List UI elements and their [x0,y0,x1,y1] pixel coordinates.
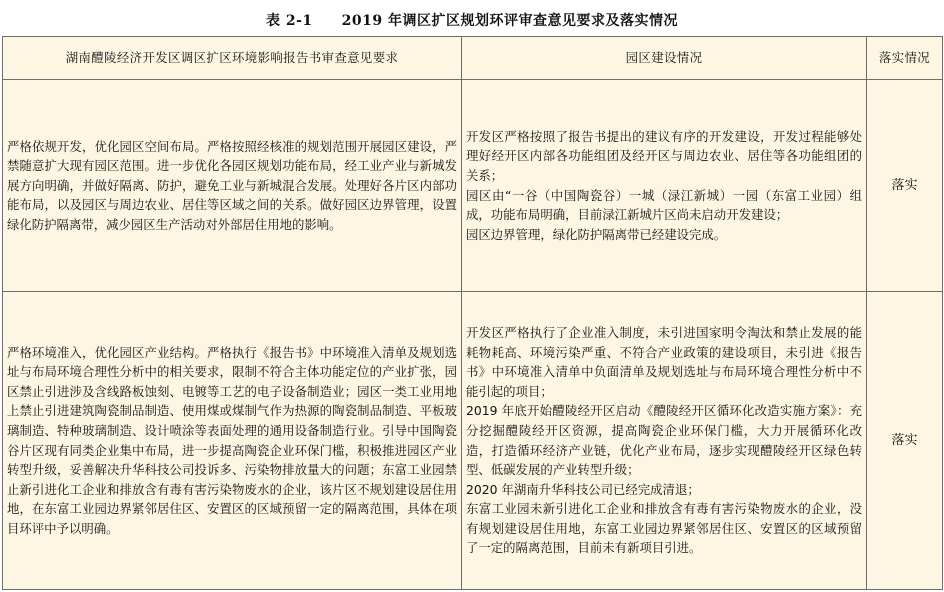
requirement-cell: 严格依规开发，优化园区空间布局。严格按照经核准的规划范围开展园区建设，严禁随意扩大现有园区范围。进一步优化各园区规划功能布局，经工业产业与新城发展方向明确，并做好隔离、防护，避免工业与新城混合发展。处理好各片区内部功能布局，以及园区与周边农业、居住等区域之间的关系。做好园区边界管理，设置绿化防护隔离带，减少园区生产活动对外部居住用地的影响。 [3,80,462,292]
table-header-row [3,37,943,80]
header-requirement: 湖南醴陵经济开发区调区扩区环境影响报告书审查意见要求 [3,37,462,80]
table-caption: 表 2-1 2019 年调区扩区规划环评审查意见要求及落实情况 [265,13,678,29]
table-row [3,80,943,292]
situation-line: 2020 年湖南升华科技公司已经完成清退； [466,481,700,497]
situation-line: 园区由“一谷（中国陶瓷谷）一城（渌江新城）一园（东富工业园）组成，功能布局明确，目前渌江新城片区尚未启动开发建设； [466,187,862,223]
situation-line: 2019 年底开始醴陵经开区启动《醴陵经开区循环化改造实施方案》：充分挖掘醴陵经开区资源，提高陶瓷企业环保门槛，大力开展循环化改造，打造循环经济产业链，优化产业布局，逐步实现醴陵经开区绿色转型、低碳发展的产业转型升级； [466,403,862,478]
review-opinions-table [2,36,943,590]
header-status: 落实情况 [867,37,943,80]
table-row [3,292,943,590]
situation-cell [462,80,867,292]
requirement-cell: 严格环境准入，优化园区产业结构。严格执行《报告书》中环境准入清单及规划选址与布局环境合理性分析中的相关要求，限制不符合主体功能定位的产业扩张，园区禁止引进涉及含线路板蚀刻、电镀等工艺的电子设备制造业；园区一类工业用地上禁止引进建筑陶瓷制品制造、使用煤或煤制气作为热源的陶瓷制品制造、平板玻璃制造、特种玻璃制造、设计喷涂等表面处理的通用设备制造行业。引导中国陶瓷谷片区现有同类企业集中布局，进一步提高陶瓷企业环保门槛，积极推进园区产业转型升级，妥善解决升华科技公司投诉多、污染物排放量大的问题；东富工业园禁止新引进化工企业和排放含有毒有害污染物废水的企业，该片区不规划建设居住用地，在东富工业园边界紧邻居住区、安置区的区域预留一定的隔离范围，具体在项目环评中予以明确。 [3,292,462,590]
situation-line: 开发区严格执行了企业准入制度，未引进国家明令淘汰和禁止发展的能耗物耗高、环境污染严重、不符合产业政策的建设项目，未引进《报告书》中环境准入清单中负面清单及规划选址与布局环境合理性分析中不能引起的项目； [466,324,862,399]
situation-line: 东富工业园未新引进化工企业和排放含有毒有害污染物废水的企业，没有规划建设居住用地，东富工业园边界紧邻居住区、安置区的区域预留了一定的隔离范围，目前未有新项目引进。 [466,501,862,556]
situation-line: 开发区严格按照了报告书提出的建议有序的开发建设，开发过程能够处理好经开区内部各功能组团及经开区与周边农业、居住等各功能组团的关系； [466,128,862,183]
situation-line: 园区边界管理，绿化防护隔离带已经建设完成。 [466,226,727,242]
status-cell: 落实 [867,292,943,590]
header-situation: 园区建设情况 [462,37,867,80]
situation-cell [462,292,867,590]
status-cell: 落实 [867,80,943,292]
